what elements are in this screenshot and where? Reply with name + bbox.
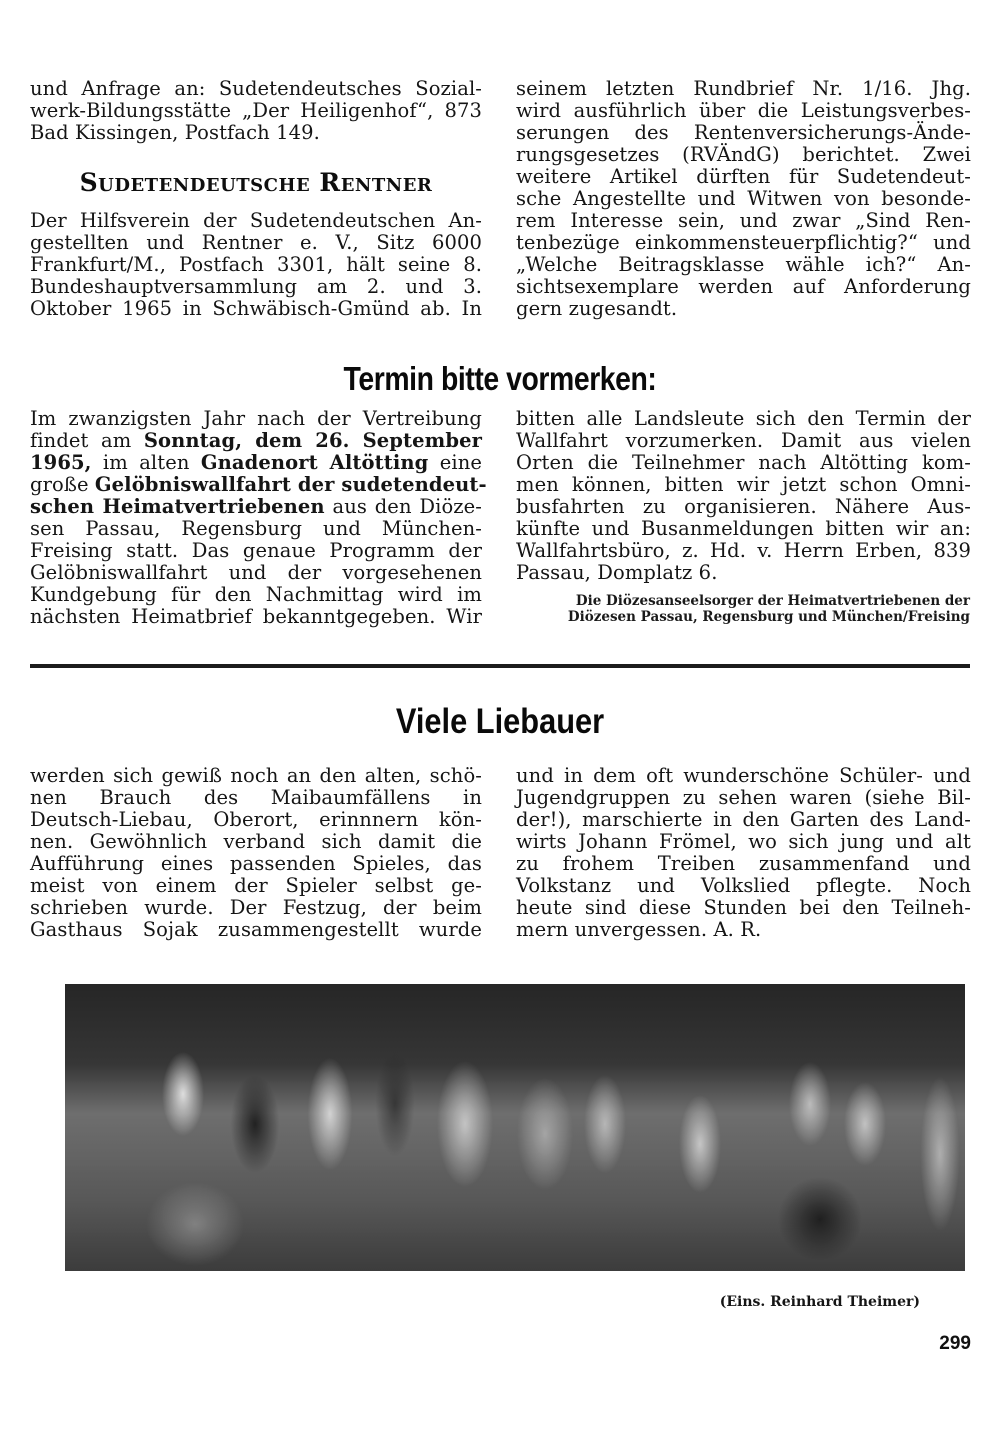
text-line	[30, 496, 482, 518]
signature-line: Die Diözesanseelsorger der Heimatvertriebenen der	[575, 593, 970, 609]
text-line: tenbezüge einkommensteuerpflichtig?“ und	[516, 231, 971, 254]
text-line	[30, 584, 482, 606]
text-line: gestellten und Rentner e. V., Sitz 6000	[30, 231, 482, 254]
text-run: nächsten Heimatbrief bekanntgegeben. Wir	[30, 605, 482, 628]
text-run: im alten	[91, 451, 201, 474]
text-line: zu frohem Treiben zusammenfand und	[516, 852, 971, 875]
liebauer-paragraph-right	[516, 765, 971, 941]
signature-line: Diözesen Passau, Regensburg und München/Freising	[567, 609, 970, 625]
rentner-paragraph-right	[516, 78, 971, 320]
heading-sudetendeutsche-rentner: Sudetendeutsche Rentner	[79, 168, 433, 197]
text-line: seinem letzten Rundbrief Nr. 1/16. Jhg.	[516, 77, 971, 100]
text-line	[30, 452, 482, 474]
text-line: men können, bitten wir jetzt schon Omni-	[516, 473, 971, 496]
text-line: schrieben wurde. Der Festzug, der beim	[30, 896, 482, 919]
text-run: Kundgebung für den Nachmittag wird im	[30, 583, 482, 606]
text-line: rungsgesetzes (RVÄndG) berichtet. Zwei	[516, 143, 971, 166]
bold-text: Sonntag, dem 26. September	[143, 429, 483, 452]
text-line: Jugendgruppen zu sehen waren (siehe Bil-	[516, 786, 971, 809]
text-line: heute sind diese Stunden bei den Teilneh-	[516, 896, 971, 919]
text-line: sichtsexemplare werden auf Anforderung	[516, 275, 971, 298]
bold-text: Gnadenort Altötting	[200, 451, 429, 474]
text-line: wirts Johann Frömel, wo sich jung und alt	[516, 830, 971, 853]
text-line: sche Angestellte und Witwen von besonde-	[516, 187, 971, 210]
text-line: Passau, Domplatz 6.	[516, 561, 718, 584]
text-line: busfahrten zu organisieren. Nähere Aus-	[516, 495, 971, 518]
text-line: mern unvergessen. A. R.	[516, 918, 762, 941]
text-line: „Welche Beitragsklasse wähle ich?“ An-	[516, 253, 971, 276]
termin-paragraph-left	[30, 407, 487, 628]
text-line: Orten die Teilnehmer nach Altötting kom-	[516, 451, 971, 474]
text-line: Volkstanz und Volkslied pflegte. Noch	[516, 874, 971, 897]
text-run: Freising statt. Das genaue Programm der	[30, 539, 482, 562]
text-line: bitten alle Landsleute sich den Termin der	[516, 407, 971, 430]
text-line: und in dem oft wunderschöne Schüler- und	[516, 764, 971, 787]
page-number: 299	[939, 1333, 971, 1354]
text-line: wird ausführlich über die Leistungsverbes-	[516, 99, 971, 122]
text-run: große	[30, 473, 95, 496]
text-line	[30, 518, 482, 540]
termin-paragraph-right	[516, 408, 971, 584]
text-line: nen Brauch des Maibaumfällens in	[30, 786, 482, 809]
text-line	[30, 408, 482, 430]
heading-termin-bitte-vormerken: Termin bitte vormerken:	[343, 360, 657, 397]
text-line: künfte und Busanmeldungen bitten wir an:	[516, 517, 971, 540]
bold-text: schen Heimatvertriebenen	[30, 495, 325, 518]
text-run: sen Passau, Regensburg und München-	[30, 517, 482, 540]
termin-signature	[540, 593, 970, 625]
text-line	[30, 562, 482, 584]
text-run: eine	[428, 451, 483, 474]
text-line: Oktober 1965 in Schwäbisch-Gmünd ab. In	[30, 297, 482, 320]
text-line: Deutsch-Liebau, Oberort, erinnnern kön-	[30, 808, 482, 831]
text-line	[30, 473, 487, 496]
liebauer-paragraph-left	[30, 765, 482, 941]
text-line: rem Interesse sein, und zwar „Sind Ren-	[516, 209, 971, 232]
bold-text: 1965,	[30, 451, 92, 474]
text-line	[30, 430, 482, 452]
text-line	[30, 540, 482, 562]
text-line: gern zugesandt.	[516, 297, 678, 320]
text-line: Frankfurt/M., Postfach 3301, hält seine 8.	[30, 253, 482, 276]
photo-caption: (Eins. Reinhard Theimer)	[719, 1294, 920, 1310]
text-run: findet am	[30, 429, 144, 452]
text-line: und Anfrage an: Sudetendeutsches Sozial-	[30, 77, 482, 100]
text-line: nen. Gewöhnlich verband sich damit die	[30, 830, 482, 853]
text-line: werden sich gewiß noch an den alten, schö-	[30, 764, 482, 787]
text-line: meist von einem der Spieler selbst ge-	[30, 874, 482, 897]
text-line: Gasthaus Sojak zusammengestellt wurde	[30, 918, 482, 941]
text-line: der!), marschierte in den Garten des Land-	[516, 808, 971, 831]
text-line: Bad Kissingen, Postfach 149.	[30, 121, 320, 144]
section-divider	[30, 664, 970, 668]
text-line: weitere Artikel dürften für Sudetendeut-	[516, 165, 971, 188]
text-run: Im zwanzigsten Jahr nach der Vertreibung	[30, 407, 482, 430]
text-line	[30, 606, 482, 628]
children-group-photo	[65, 984, 965, 1271]
text-line: Aufführung eines passenden Spieles, das	[30, 852, 482, 875]
text-line: Der Hilfsverein der Sudetendeutschen An-	[30, 209, 482, 232]
text-line: serungen des Rentenversicherungs-Ände-	[516, 121, 971, 144]
bold-text: Gelöbniswallfahrt der sudetendeut-	[94, 473, 487, 496]
text-line: Wallfahrt vorzumerken. Damit aus vielen	[516, 429, 971, 452]
rentner-paragraph-left	[30, 210, 482, 320]
text-line: Bundeshauptversammlung am 2. und 3.	[30, 275, 482, 298]
text-run: aus den Diöze-	[324, 495, 482, 518]
text-run: Gelöbniswallfahrt und der vorgesehenen	[30, 561, 482, 584]
text-line: Wallfahrtsbüro, z. Hd. v. Herrn Erben, 839	[516, 539, 971, 562]
intro-paragraph	[30, 78, 482, 144]
heading-viele-liebauer: Viele Liebauer	[395, 702, 605, 741]
text-line: werk-Bildungsstätte „Der Heiligenhof“, 873	[30, 99, 482, 122]
